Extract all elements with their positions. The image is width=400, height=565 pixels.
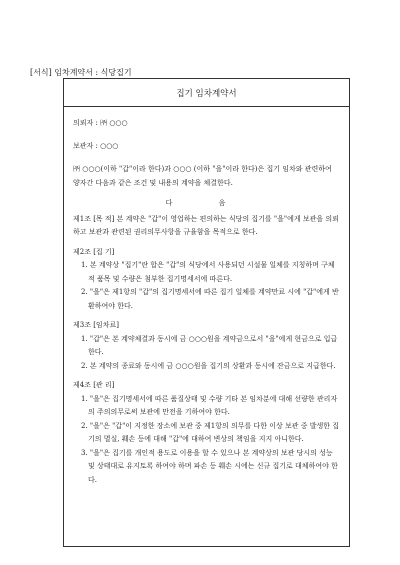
article-4 <box>73 379 340 487</box>
lessor-line: 보관자 : ○○○ <box>73 141 119 150</box>
article-3-item-1: 1. "갑"은 본 계약체결과 동시에 금 ○○○원을 계약금으로서 "을"에게 현금으로 입급한다. <box>81 334 338 356</box>
article-2-item-2: 2. "을"은 제1항의 "갑"의 집기명세서에 따른 집기 일체를 계약만료 시에 "갑"에게 반환하여야 한다. <box>81 288 339 310</box>
article-2-title: 제2조 [집 기] <box>73 247 115 256</box>
article-3-item-2: 2. 본 계약의 종료와 동시에 금 ○○○원을 집기의 상환과 동시에 잔금으로 지급한다. <box>81 361 336 370</box>
article-1-text <box>73 213 340 240</box>
contract-document <box>63 78 350 547</box>
article-3 <box>73 319 340 373</box>
article-1 <box>73 213 340 240</box>
article-2 <box>73 246 340 314</box>
article-4-title: 제4조 [관 리] <box>73 381 115 389</box>
document-body <box>64 107 349 487</box>
article-1-title: 제1조 [목 적] <box>73 214 115 223</box>
article-4-item-1: 1. "을"은 집기명세서에 따른 품질상태 및 수량 기타 본 임차분에 대해 선량한 관리자의 주의의무로써 보관에 만전을 기하여야 한다. <box>81 394 338 416</box>
center-heading: 다 음 <box>165 199 248 207</box>
article-4-item-2: 2. "을"은 "갑"이 지정한 장소에 보관 중 제1항의 의무를 다한 이상 보관 중 발생한 집기의 멸실, 훼손 등에 대해 "갑"에 대하여 변상의 책임을 지지 아니한다. <box>81 421 340 443</box>
article-1-body: 본 계약은 "갑"이 영업하는 편의하는 식당의 집기를 "을"에게 보관을 의뢰하고 보관과 관련된 권리의무사항을 규율함을 목적으로 한다. <box>73 214 339 236</box>
lessee-line: 의뢰자 : ㈜ ○○○ <box>73 119 128 127</box>
article-2-item-1: 1. 본 계약상 "집기"란 합은 "갑"의 식당에서 사용되던 시설물 일체를 지칭하며 구체적 품목 및 수량은 첨부한 집기명세서에 따른다. <box>81 261 335 283</box>
preamble: ㈜ ○○○(이하 "갑"이라 한다)과 ○○○ (이하 "을"이라 한다)은 집기 임차와 관련하여 양자간 다음과 같은 조건 및 내용의 계약을 체결한다. <box>73 165 332 187</box>
form-caption: [서식] 임차계약서 : 식당집기 <box>30 68 132 77</box>
article-3-title: 제3조 [임차료] <box>73 321 119 329</box>
document-title: 집기 임차계약서 <box>176 89 237 99</box>
article-4-item-3: 3. "을"은 집기를 개인적 용도로 이용을 할 수 있으나 본 계약상의 보관 당시의 성능 및 상태대로 유지토록 하여야 하며 파손 등 훼손 시에는 신규 집기로 대체하여야 한다. <box>81 448 338 484</box>
